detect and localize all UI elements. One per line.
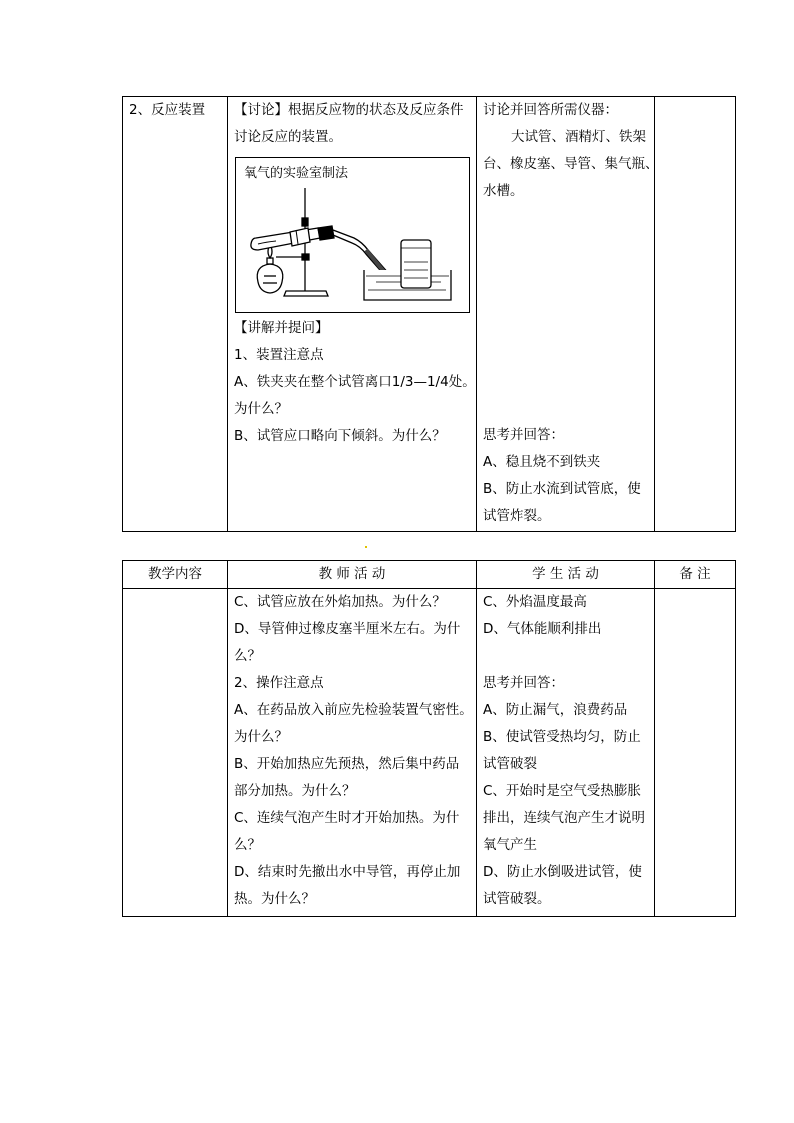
student-line: 试管破裂。: [483, 891, 551, 907]
teacher-line: A、在药品放入前应先检验装置气密性。: [234, 702, 473, 718]
student-line: C、外焰温度最高: [483, 594, 587, 610]
student-line: 思考并回答：: [483, 675, 564, 691]
teacher-line: 么？: [234, 648, 261, 664]
lesson-table-2: [122, 560, 736, 917]
student-line: A、防止漏气，浪费药品: [483, 702, 628, 718]
stray-dot: [365, 546, 367, 548]
teacher-line: B、开始加热应先预热，然后集中药品: [234, 756, 460, 772]
header-student: 学 生 活 动: [477, 561, 655, 589]
header-content: 教学内容: [123, 561, 228, 589]
content-cell: [123, 589, 228, 917]
discuss-line-1: 【讨论】根据反应物的状态及反应条件: [234, 102, 464, 118]
point-heading: 1、装置注意点: [234, 347, 324, 363]
teacher-line: D、导管伸过橡皮塞半厘米左右。为什: [234, 621, 461, 637]
teacher-line: C、连续气泡产生时才开始加热。为什: [234, 810, 460, 826]
instruments-line-2: 台、橡皮塞、导管、集气瓶、: [483, 156, 659, 172]
notes-cell-2: [655, 589, 736, 917]
teacher-activity-cell: [228, 97, 477, 532]
discuss-line-2: 讨论反应的装置。: [234, 129, 342, 145]
teacher-line: D、结束时先撤出水中导管，再停止加: [234, 864, 461, 880]
student-line: 试管破裂: [483, 756, 537, 772]
teacher-line: 部分加热。为什么？: [234, 783, 356, 799]
apparatus-figure: [235, 157, 470, 313]
student-activity-cell-2: [477, 589, 655, 917]
teacher-line: 2、操作注意点: [234, 675, 324, 691]
think-heading: 思考并回答：: [483, 427, 564, 443]
student-line: [477, 643, 654, 670]
answer-b-line-1: B、防止水流到试管底，使: [483, 481, 641, 497]
lesson-table-1: [122, 96, 736, 532]
student-line: B、使试管受热均匀，防止: [483, 729, 641, 745]
student-line: D、防止水倒吸进试管，使: [483, 864, 642, 880]
student-line: D、气体能顺利排出: [483, 621, 602, 637]
teacher-line: 么？: [234, 837, 261, 853]
section-cell: [123, 97, 228, 532]
lecture-heading: 【讲解并提问】: [234, 320, 329, 336]
oxygen-apparatus-illustration: [236, 158, 471, 314]
student-line: 排出，连续气泡产生才说明: [483, 810, 645, 826]
teacher-line: 热。为什么？: [234, 891, 315, 907]
point-a-line-2: 为什么？: [234, 401, 288, 417]
student-discuss-line: 讨论并回答所需仪器：: [483, 102, 618, 118]
point-a-line-1: A、铁夹夹在整个试管离口1/3—1/4处。: [234, 374, 476, 390]
teacher-activity-cell-2: [228, 589, 477, 917]
answer-a: A、稳且烧不到铁夹: [483, 454, 601, 470]
instruments-line-1: 大试管、酒精灯、铁架: [511, 129, 646, 145]
instruments-line-3: 水槽。: [483, 183, 524, 199]
section-label: 2、反应装置: [129, 102, 206, 118]
student-line: 氧气产生: [483, 837, 537, 853]
student-activity-cell: [477, 97, 659, 532]
header-teacher: 教 师 活 动: [228, 561, 477, 589]
figure-caption: 氧气的实验室制法: [244, 166, 349, 181]
notes-cell: [655, 97, 736, 532]
teacher-line: C、试管应放在外焰加热。为什么？: [234, 594, 446, 610]
teacher-line: 为什么？: [234, 729, 288, 745]
header-notes: 备 注: [655, 561, 736, 589]
student-line: C、开始时是空气受热膨胀: [483, 783, 641, 799]
point-b-line-1: B、试管应口略向下倾斜。为什么？: [234, 428, 446, 444]
answer-b-line-2: 试管炸裂。: [483, 508, 551, 524]
